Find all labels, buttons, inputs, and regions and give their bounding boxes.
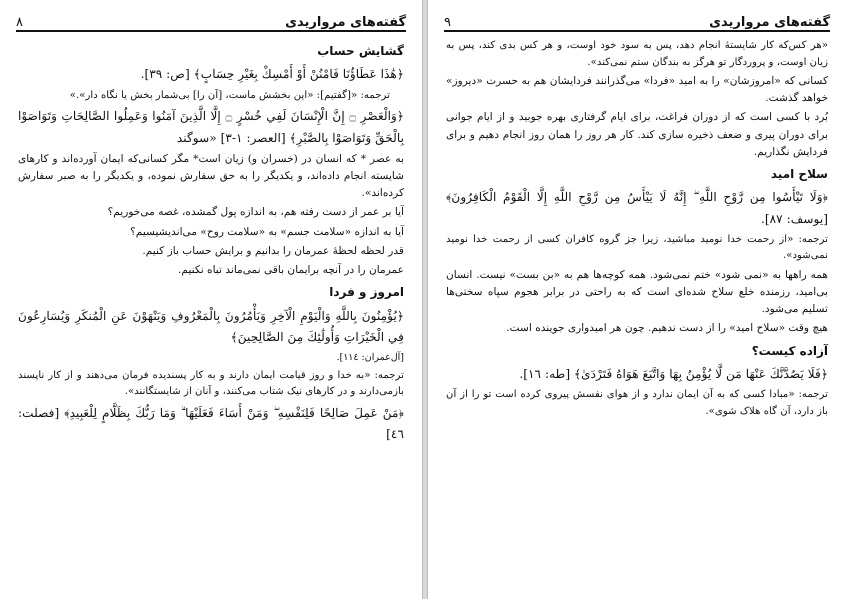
paragraph: عمرمان را در آنچه برایمان باقی نمی‌ماند تباه نکنیم. (178, 263, 404, 276)
paragraph: همه راهها به «نمی شود» ختم نمی‌شود. همه کوچه‌ها هم به «بن بست» نیست. انسان بی‌امید، رزمنده خلع سلاح شده‌ای است که به راحتی در برابر هجوم سپاه سختی‌ها تسلیم می‌شود. (446, 268, 828, 316)
right-page (427, 0, 846, 599)
section-heading: گشایش حساب (317, 44, 404, 58)
quran-verse: ﴿مَنْ عَمِلَ صَالِحًا فَلِنَفْسِهِ ۖ وَمَنْ أَسَاءَ فَعَلَيْهَا ۗ وَمَا رَبُّكَ بِظَلَّامٍ لِلْعَبِيدِ﴾ [فصلت: ٤٦] (18, 405, 404, 441)
quran-verse: ﴿فَلَا يَصُدَّنَّكَ عَنْهَا مَن لَّا يُؤْمِنُ بِهَا وَاتَّبَعَ هَوَاهُ فَتَرْدَىٰ﴾ [طه: ١٦]. (519, 367, 828, 382)
page-number: ۸ (16, 15, 23, 30)
verse-translation: ترجمه: «به خدا و روز قیامت ایمان دارند و به کار پسندیده فرمان می‌دهند و از کار ناپسند بازمی‌دارند و در کارهای نیک شتاب می‌کنند، و آنان از شایستگانند». (18, 369, 404, 398)
left-page-header (16, 8, 406, 32)
quran-verse: ﴿يُؤْمِنُونَ بِاللَّهِ وَالْيَوْمِ الْآخِرِ وَيَأْمُرُونَ بِالْمَعْرُوفِ وَيَنْهَوْنَ عَنِ الْمُنكَرِ وَيُسَارِعُونَ فِي الْخَيْرَاتِ وَأُولَٰئِكَ مِنَ الصَّالِحِينَ﴾ (18, 308, 404, 344)
running-title: گفته‌های مرواریدی (709, 15, 830, 30)
paragraph: کسانی که «امروزشان» را به امید «فردا» می‌گذرانند فردایشان هم به حسرت «دیروز» خواهد گذشت. (446, 75, 828, 105)
quran-verse: ﴿وَالْعَصْرِ ۝ إِنَّ الْإِنْسَانَ لَفِي خُسْرٍ ۝ إِلَّا الَّذِينَ آمَنُوا وَعَمِلُوا الصَّالِحَاتِ وَتَوَاصَوْا بِالْحَقِّ وَتَوَاصَوْا بِالصَّبْرِ﴾ [العصر: ١-٣] «سوگند (18, 109, 404, 145)
quran-verse: ﴿وَلَا تَيْأَسُوا مِن رَّوْحِ اللَّهِ ۖ إِنَّهُ لَا يَيْأَسُ مِن رَّوْحِ اللَّهِ إِلَّا الْقَوْمُ الْكَافِرُونَ﴾ [یوسف: ٨٧]. (446, 190, 828, 226)
paragraph: آیا بر عمر از دست رفته هم، به اندازه پول گمشده، غصه می‌خوریم؟ (107, 206, 404, 219)
paragraph: به عصر * که انسان در (خسران و) زیان است* مگر کسانی‌که ایمان آورده‌اند و کارهای شایسته انجام داده‌اند، و یکدیگر را به حق سفارش نموده، و یکدیگر را به صبر سفارش کرده‌اند». (18, 152, 404, 200)
verse-translation: ترجمه: «از رحمت خدا نومید مباشید، زیرا جز گروه کافران کسی از رحمت خدا نومید نمی‌شود». (446, 233, 828, 262)
verse-translation: «هر کس‌که کار شایستهٔ انجام دهد، پس به سود خود اوست، و هر کس بدی کند، پس به زیان اوست، و پروردگار تو هرگز به بندگان ستم نمی‌کند». (446, 40, 828, 68)
right-page-content (446, 38, 828, 595)
paragraph: هیچ وقت «سلاح امید» را از دست ندهیم. چون هر امیدواری جوینده است. (506, 322, 828, 335)
running-title: گفته‌های مرواریدی (285, 15, 406, 30)
quran-verse: ﴿هَٰذَا عَطَاؤُنَا فَامْنُنْ أَوْ أَمْسِكْ بِغَيْرِ حِسَابٍ﴾ [ص: ٣٩]. (140, 67, 404, 82)
right-page-header (444, 8, 830, 32)
left-page-content (18, 38, 404, 595)
verse-translation: ترجمه: «مبادا کسی که به آن ایمان ندارد و از هوای نفسش پیروی کرده است تو را از آن باز دارد، آن گاه هلاک شوی». (446, 389, 828, 417)
page-number: ۹ (444, 15, 451, 30)
section-heading: آزاده کیست؟ (751, 343, 828, 358)
section-heading: امروز و فردا (329, 285, 404, 300)
paragraph: آیا به اندازه «سلامت جسم» به «سلامت روح» می‌اندیشیسیم؟ (130, 225, 404, 238)
paragraph: بُرد با کسی است که از دوران فراغت، برای ایام گرفتاری بهره جوبید و از ایام جوانی برای دوران پیری و ضعف ذخیره سازی کند. کار هر روز را همان روز انجام دهیم و برای فردایش نگذاریم. (446, 111, 828, 158)
section-heading: سلاح امید (770, 166, 828, 181)
verse-translation: ترجمه: «[گفتیم]: «این بخشش ماست، [آن را] بی‌شمار بخش یا نگاه دار».» (69, 89, 390, 101)
verse-reference: [آل‌عمران: ١١٤]. (336, 352, 404, 364)
paragraph: قدر لحظه لحظهٔ عمرمان را بدانیم و برایش حساب باز کنیم. (142, 244, 404, 257)
